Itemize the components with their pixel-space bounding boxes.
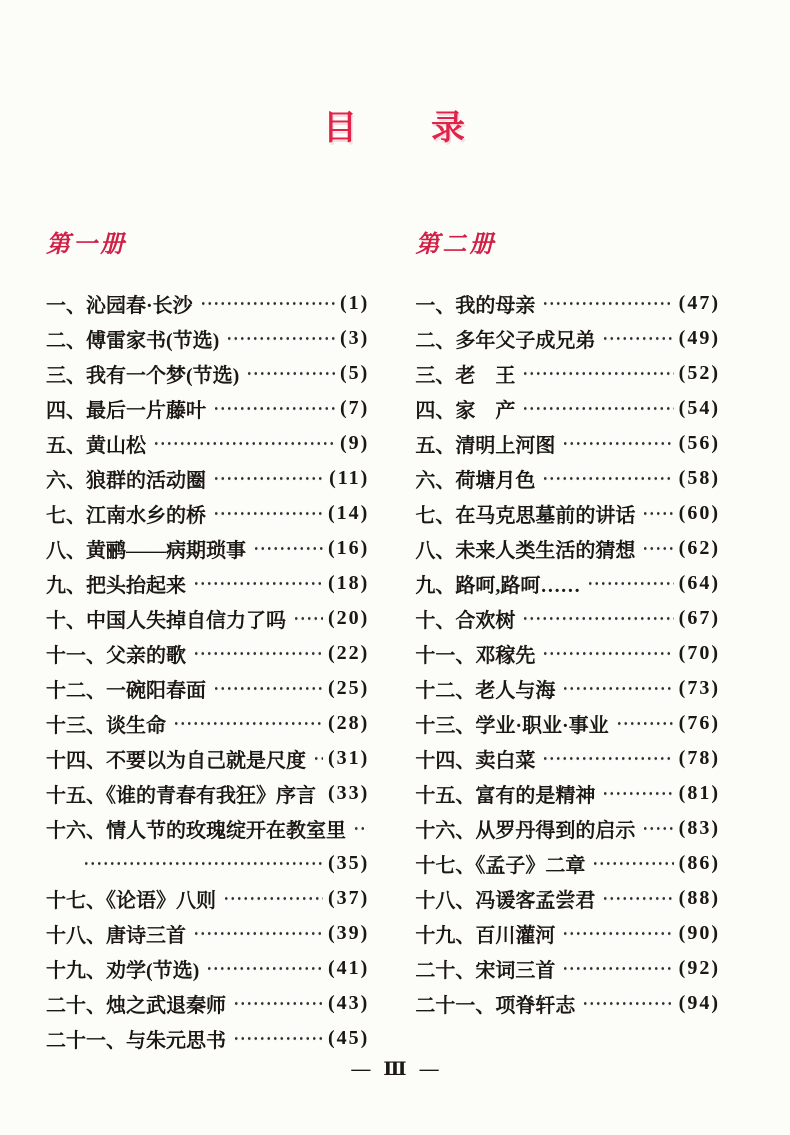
entry-title: 十九、劝学(节选) bbox=[46, 960, 200, 982]
entry-title: 十二、一碗阳春面 bbox=[46, 680, 206, 702]
toc-entry bbox=[415, 951, 720, 986]
toc-entry bbox=[415, 811, 720, 846]
toc-entry bbox=[46, 671, 369, 706]
toc-entry bbox=[415, 601, 720, 636]
toc-entry bbox=[46, 776, 369, 811]
entry-page-number: (64) bbox=[678, 572, 720, 594]
toc-entry bbox=[415, 531, 720, 566]
dot-leader bbox=[562, 426, 673, 461]
dot-leader bbox=[213, 461, 324, 496]
dot-leader bbox=[522, 391, 673, 426]
dot-leader bbox=[602, 321, 673, 356]
toc-columns bbox=[0, 233, 790, 1056]
dot-leader bbox=[642, 811, 673, 846]
toc-entry bbox=[415, 461, 720, 496]
entry-title: 十六、从罗丹得到的启示 bbox=[415, 820, 636, 842]
toc-entry bbox=[46, 636, 369, 671]
entry-page-number: (28) bbox=[328, 712, 370, 734]
toc-entry bbox=[46, 951, 369, 986]
toc-entry bbox=[415, 986, 720, 1021]
dot-leader bbox=[522, 356, 673, 391]
toc-entry bbox=[46, 811, 369, 846]
dot-leader bbox=[293, 601, 323, 636]
entry-title: 十七、《孟子》二章 bbox=[415, 855, 586, 877]
entry-title: 十三、谈生命 bbox=[46, 715, 166, 737]
entry-page-number: (5) bbox=[340, 362, 370, 384]
dot-leader bbox=[542, 741, 673, 776]
toc-entry bbox=[46, 531, 369, 566]
entry-title: 十、中国人失掉自信力了吗 bbox=[46, 610, 286, 632]
entry-title: 十七、《论语》八则 bbox=[46, 890, 216, 912]
dot-leader bbox=[542, 286, 673, 321]
entry-title: 十四、不要以为自己就是尺度 bbox=[46, 750, 306, 772]
toc-entry bbox=[415, 426, 720, 461]
entry-page-number: (76) bbox=[678, 712, 720, 734]
toc-entry bbox=[46, 881, 369, 916]
toc-entry bbox=[415, 881, 720, 916]
entry-page-number: (33) bbox=[328, 782, 370, 804]
entry-page-number: (25) bbox=[328, 677, 370, 699]
entry-title: 十六、情人节的玫瑰绽开在教室里 bbox=[46, 820, 346, 842]
dot-leader bbox=[562, 671, 673, 706]
footer-dash-left: — bbox=[351, 1058, 371, 1080]
toc-entry bbox=[46, 321, 369, 356]
entry-page-number: (43) bbox=[328, 992, 370, 1014]
dot-leader bbox=[233, 1021, 323, 1056]
entry-title: 五、黄山松 bbox=[46, 435, 146, 457]
entry-page-number: (20) bbox=[328, 607, 370, 629]
entry-page-number: (83) bbox=[678, 817, 720, 839]
entry-title: 十八、唐诗三首 bbox=[46, 925, 186, 947]
volume-2-header: 第二册 bbox=[415, 232, 497, 258]
toc-entry bbox=[415, 741, 720, 776]
toc-entry bbox=[415, 916, 720, 951]
entry-page-number: (60) bbox=[678, 502, 720, 524]
dot-leader bbox=[582, 986, 673, 1021]
entry-page-number: (90) bbox=[678, 922, 720, 944]
entry-page-number: (9) bbox=[340, 432, 370, 454]
entry-title: 十一、父亲的歌 bbox=[46, 645, 186, 667]
dot-leader bbox=[542, 461, 673, 496]
entry-title: 七、在马克思墓前的讲话 bbox=[415, 505, 636, 527]
entry-title: 十八、冯谖客孟尝君 bbox=[415, 890, 596, 912]
entry-title: 十九、百川灌河 bbox=[415, 925, 556, 947]
entry-title: 一、我的母亲 bbox=[415, 295, 536, 317]
entry-title: 十四、卖白菜 bbox=[415, 750, 536, 772]
entry-title: 二十、宋词三首 bbox=[415, 960, 556, 982]
toc-entry bbox=[415, 496, 720, 531]
entry-title: 八、黄鹂——病期琐事 bbox=[46, 540, 246, 562]
dot-leader bbox=[213, 496, 323, 531]
entry-page-number: (1) bbox=[340, 292, 370, 314]
entry-title: 二、傅雷家书(节选) bbox=[46, 330, 220, 352]
dot-leader bbox=[642, 496, 673, 531]
entry-title: 十、合欢树 bbox=[415, 610, 516, 632]
entry-title: 一、沁园春·长沙 bbox=[46, 295, 193, 317]
entry-page-number: (70) bbox=[678, 642, 720, 664]
dot-leader bbox=[83, 846, 323, 881]
entry-page-number: (47) bbox=[678, 292, 720, 314]
toc-entry bbox=[46, 286, 369, 321]
toc-entry bbox=[46, 496, 369, 531]
entry-title: 四、最后一片藤叶 bbox=[46, 400, 206, 422]
dot-leader bbox=[602, 881, 673, 916]
entry-page-number: (67) bbox=[678, 607, 720, 629]
page-footer bbox=[0, 1058, 790, 1081]
dot-leader bbox=[153, 426, 335, 461]
entry-page-number: (49) bbox=[678, 327, 720, 349]
entry-page-number: (41) bbox=[328, 957, 370, 979]
dot-leader bbox=[353, 811, 364, 846]
entry-title: 十二、老人与海 bbox=[415, 680, 556, 702]
toc-entry bbox=[46, 1021, 369, 1056]
volume-1-entries bbox=[46, 286, 369, 1056]
dot-leader bbox=[642, 531, 673, 566]
entry-title: 三、老 王 bbox=[415, 365, 516, 387]
dot-leader bbox=[587, 566, 673, 601]
entry-page-number: (52) bbox=[678, 362, 720, 384]
dot-leader bbox=[233, 986, 323, 1021]
entry-page-number: (39) bbox=[328, 922, 370, 944]
toc-entry bbox=[415, 706, 720, 741]
dot-leader bbox=[213, 671, 323, 706]
entry-page-number: (92) bbox=[678, 957, 720, 979]
page-title: 目 录 bbox=[323, 110, 467, 147]
toc-entry bbox=[415, 566, 720, 601]
entry-page-number: (3) bbox=[340, 327, 370, 349]
toc-entry bbox=[46, 741, 369, 776]
dot-leader bbox=[193, 566, 323, 601]
entry-title: 八、未来人类生活的猜想 bbox=[415, 540, 636, 562]
entry-title: 九、把头抬起来 bbox=[46, 575, 186, 597]
entry-page-number: (73) bbox=[678, 677, 720, 699]
entry-page-number: (78) bbox=[678, 747, 720, 769]
entry-page-number: (16) bbox=[328, 537, 370, 559]
toc-entry bbox=[46, 566, 369, 601]
toc-entry bbox=[415, 846, 720, 881]
toc-entry bbox=[415, 321, 720, 356]
entry-title: 十一、邓稼先 bbox=[415, 645, 536, 667]
toc-entry bbox=[46, 601, 369, 636]
toc-entry bbox=[415, 671, 720, 706]
entry-page-number: (14) bbox=[328, 502, 370, 524]
dot-leader bbox=[193, 636, 323, 671]
toc-column-volume-1 bbox=[46, 233, 369, 1056]
toc-entry bbox=[415, 286, 720, 321]
toc-entry bbox=[46, 986, 369, 1021]
entry-title: 十五、《谁的青春有我狂》序言 bbox=[46, 785, 316, 807]
dot-leader bbox=[592, 846, 673, 881]
entry-title: 二十一、与朱元思书 bbox=[46, 1030, 226, 1052]
toc-entry bbox=[46, 356, 369, 391]
dot-leader bbox=[200, 286, 335, 321]
toc-column-volume-2 bbox=[415, 233, 720, 1056]
entry-page-number: (88) bbox=[678, 887, 720, 909]
toc-entry bbox=[46, 706, 369, 741]
entry-title: 二十、烛之武退秦师 bbox=[46, 995, 226, 1017]
entry-page-number: (35) bbox=[328, 852, 370, 874]
dot-leader bbox=[206, 951, 323, 986]
toc-entry bbox=[46, 426, 369, 461]
entry-page-number: (7) bbox=[340, 397, 370, 419]
entry-page-number: (62) bbox=[678, 537, 720, 559]
dot-leader bbox=[246, 356, 335, 391]
entry-page-number: (94) bbox=[678, 992, 720, 1014]
entry-page-number: (31) bbox=[328, 747, 370, 769]
toc-entry bbox=[415, 636, 720, 671]
entry-page-number: (56) bbox=[678, 432, 720, 454]
volume-2-entries bbox=[415, 286, 720, 1021]
entry-page-number: (81) bbox=[678, 782, 720, 804]
entry-page-number: (86) bbox=[678, 852, 720, 874]
entry-page-number: (45) bbox=[328, 1027, 370, 1049]
entry-title: 九、路呵,路呵…… bbox=[415, 575, 581, 597]
toc-entry bbox=[46, 391, 369, 426]
dot-leader bbox=[213, 391, 335, 426]
entry-page-number: (58) bbox=[678, 467, 720, 489]
entry-title: 二、多年父子成兄弟 bbox=[415, 330, 596, 352]
dot-leader bbox=[226, 321, 335, 356]
toc-entry bbox=[415, 776, 720, 811]
entry-page-number: (37) bbox=[328, 887, 370, 909]
dot-leader bbox=[193, 916, 323, 951]
dot-leader bbox=[173, 706, 323, 741]
toc-entry bbox=[46, 461, 369, 496]
entry-page-number: (18) bbox=[328, 572, 370, 594]
entry-title: 五、清明上河图 bbox=[415, 435, 556, 457]
entry-title: 四、家 产 bbox=[415, 400, 516, 422]
dot-leader bbox=[522, 601, 673, 636]
toc-entry bbox=[415, 356, 720, 391]
entry-title: 十三、学业·职业·事业 bbox=[415, 715, 609, 737]
dot-leader bbox=[616, 706, 674, 741]
dot-leader bbox=[602, 776, 673, 811]
entry-title: 二十一、项脊轩志 bbox=[415, 995, 576, 1017]
dot-leader bbox=[542, 636, 673, 671]
toc-entry bbox=[415, 391, 720, 426]
toc-entry bbox=[46, 916, 369, 951]
dot-leader bbox=[253, 531, 323, 566]
entry-page-number: (22) bbox=[328, 642, 370, 664]
dot-leader bbox=[313, 741, 323, 776]
dot-leader bbox=[223, 881, 323, 916]
footer-dash-right: — bbox=[419, 1058, 439, 1080]
entry-title: 六、荷塘月色 bbox=[415, 470, 536, 492]
dot-leader bbox=[562, 951, 673, 986]
entry-title: 六、狼群的活动圈 bbox=[46, 470, 206, 492]
entry-page-number: (11) bbox=[329, 467, 370, 489]
toc-entry bbox=[46, 846, 369, 881]
entry-title: 七、江南水乡的桥 bbox=[46, 505, 206, 527]
entry-title: 三、我有一个梦(节选) bbox=[46, 365, 240, 387]
entry-title: 十五、富有的是精神 bbox=[415, 785, 596, 807]
dot-leader bbox=[562, 916, 673, 951]
volume-1-header: 第一册 bbox=[46, 232, 127, 258]
entry-page-number: (54) bbox=[678, 397, 720, 419]
footer-page-number: Ⅲ bbox=[383, 1059, 407, 1080]
